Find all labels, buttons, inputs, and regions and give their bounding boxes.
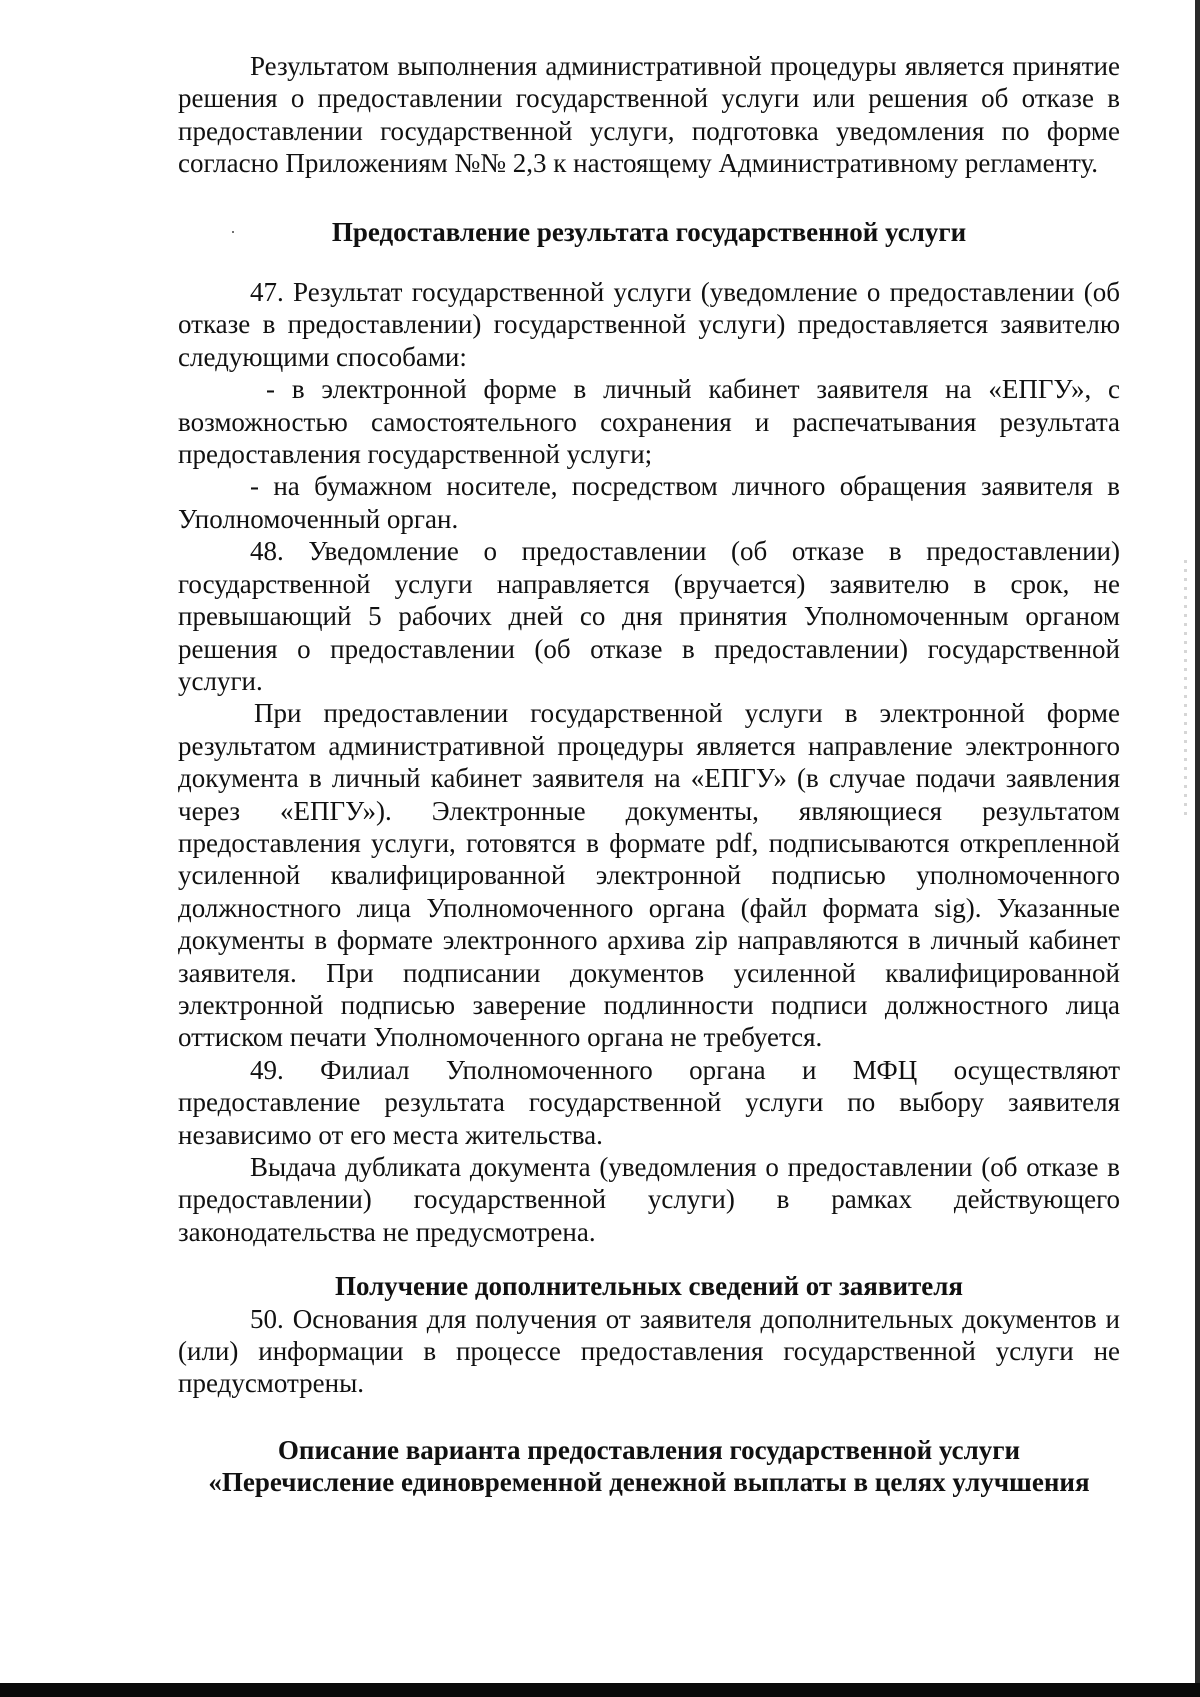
bullet-electronic-form: - в электронной форме в личный кабинет заявителя на «ЕПГУ», с возможностью самостоятельного сохранения и распечатывания результата предоставления государственной услуги; — [178, 374, 1120, 470]
scan-speck — [232, 231, 234, 233]
scan-edge-marks — [1184, 560, 1187, 820]
paragraph-48: 48. Уведомление о предоставлении (об отказе в предоставлении) государственной услуги направляется (вручается) заявителю в срок, не превышающий 5 рабочих дней со дня принятия Уполномоченным органом решения о предоставлении (об отказе в предоставлении) государственной услуги. — [178, 536, 1120, 696]
paragraph-47: 47. Результат государственной услуги (уведомление о предоставлении (об отказе в предоставлении) государственной услуги) предоставляется заявителю следующими способами: — [178, 277, 1120, 372]
paragraph-result-intro: Результатом выполнения административной процедуры является принятие решения о предоставлении государственной услуги или решения об отказе в предоставлении государственной услуги, подготовка уведомления по форме согласно Приложениям №№ 2,3 к настоящему Административному регламенту. — [178, 51, 1120, 179]
heading-variant-line-2: «Перечисление единовременной денежной выплаты в целях улучшения — [208, 1467, 1090, 1498]
document-body — [178, 50, 1120, 1499]
heading-additional-info: Получение дополнительных сведений от заявителя — [334, 1271, 964, 1302]
paragraph-49: 49. Филиал Уполномоченного органа и МФЦ осуществляют предоставление результата государственной услуги по выбору заявителя независимо от его места жительства. — [178, 1054, 1120, 1150]
heading-result-provision: Предоставление результата государственной услуги — [331, 216, 967, 247]
paragraph-50: 50. Основания для получения от заявителя дополнительных документов и (или) информации в процессе предоставления государственной услуги не предусмотрены. — [178, 1303, 1120, 1399]
heading-variant-line-1: Описание варианта предоставления государственной услуги — [277, 1434, 1021, 1465]
scan-border-bottom — [0, 1683, 1200, 1697]
paragraph-duplicate: Выдача дубликата документа (уведомления о предоставлении (об отказе в предоставлении) государственной услуги) в рамках действующего законодательства не предусмотрена. — [178, 1152, 1120, 1247]
paragraph-electronic-result: При предоставлении государственной услуги в электронной форме результатом административной процедуры является направление электронного документа в личный кабинет заявителя на «ЕПГУ» (в случае подачи заявления через «ЕПГУ»). Электронные документы, являющиеся результатом предоставления услуги, готовятся в формате pdf, подписываются открепленной усиленной квалифицированной электронной подписью уполномоченного должностного лица Уполномоченного органа (файл формата sig). Указанные документы в формате электронного архива zip направляются в личный кабинет заявителя. При подписании документов усиленной квалифицированной электронной подписью заверение подлинности подписи должностного лица оттиском печати Уполномоченного органа не требуется. — [178, 698, 1120, 1053]
bullet-paper-form: - на бумажном носителе, посредством личного обращения заявителя в Уполномоченный орган. — [178, 471, 1120, 534]
scan-border-right — [1195, 0, 1200, 1697]
